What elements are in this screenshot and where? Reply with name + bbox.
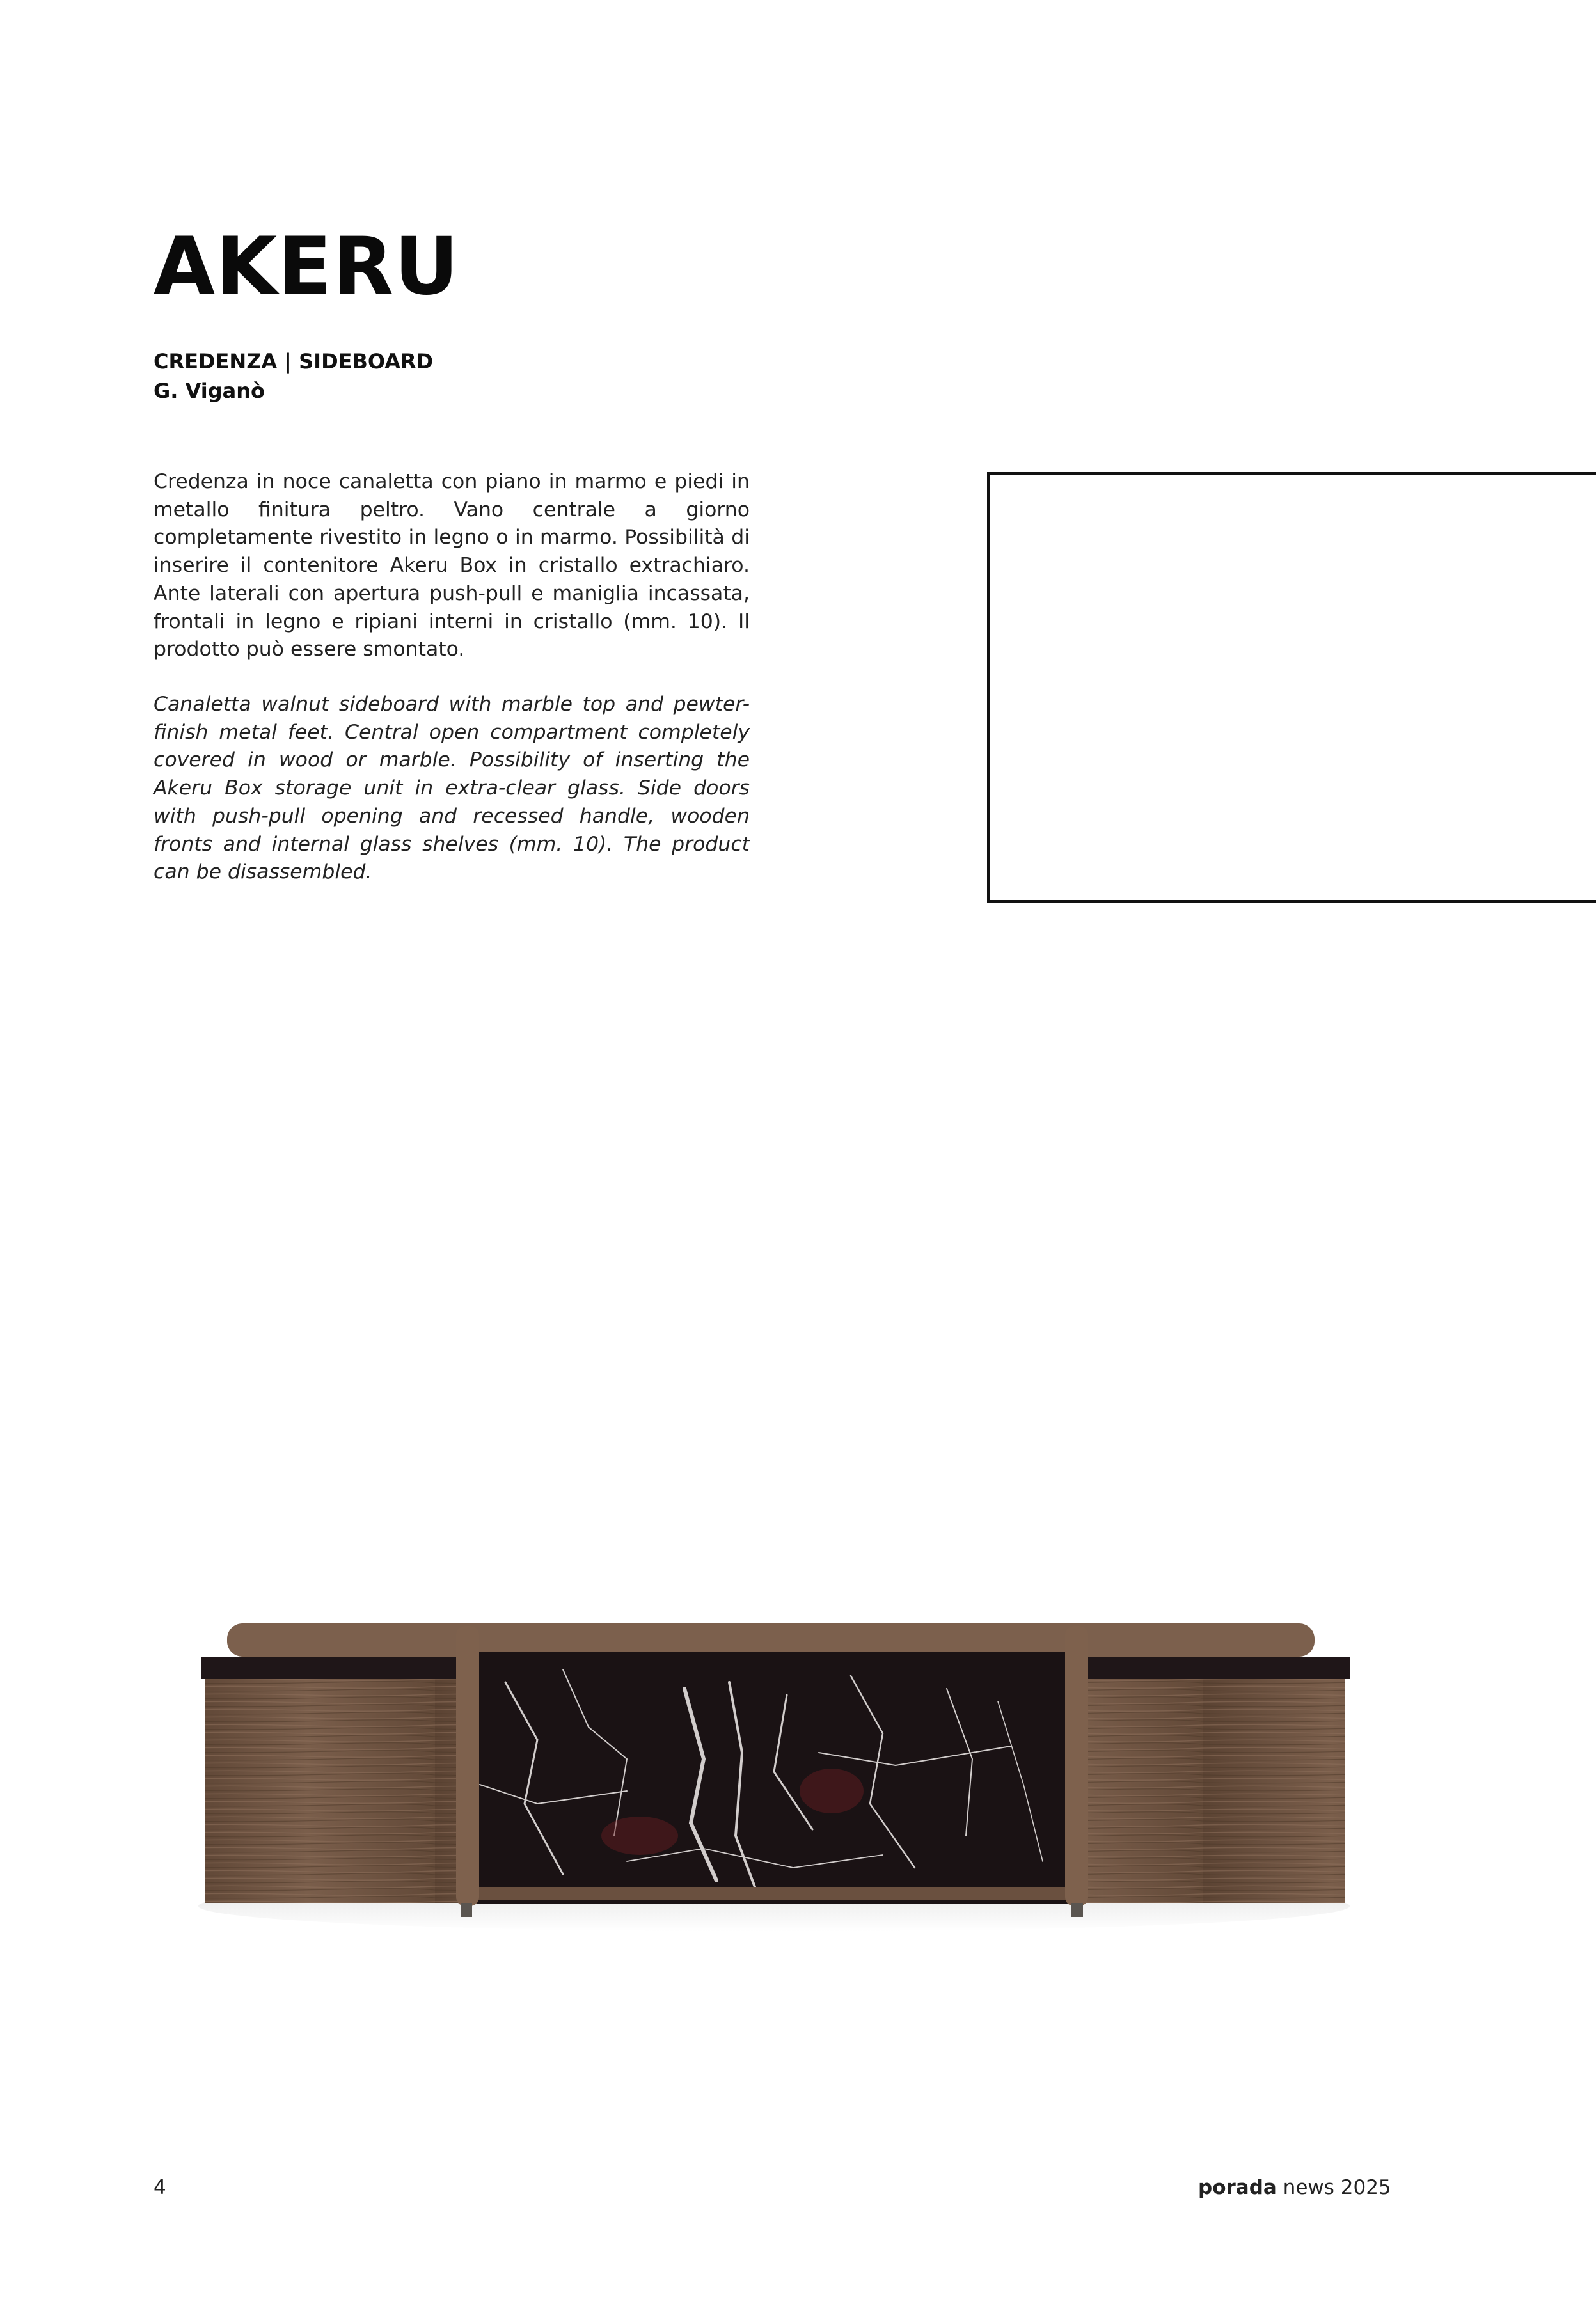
edition-label: news 2025 bbox=[1283, 2176, 1391, 2199]
footer-brand bbox=[1198, 2176, 1391, 2199]
product-designer: G. Viganò bbox=[154, 379, 265, 403]
description-english: Canaletta walnut sideboard with marble top and pewter-finish metal feet. Central open compartment completely covered in wood or marble. Possibility of inserting the Akeru Box storage unit in extra-clear glass. Side doors with push-pull opening and recessed handle, wooden fronts and internal glass shelves (mm. 10). The product can be disassembled. bbox=[154, 693, 750, 884]
description-italian: Credenza in noce canaletta con piano in marmo e piedi in metallo finitura peltro. Vano centrale a giorno completamente rivestito in legno o in marmo. Possibilità di inserire il contenitore Akeru Box in cristallo extrachiaro. Ante laterali con apertura push-pull e maniglia incassata, frontali in legno e ripiani interni in cristallo (mm. 10). Il prodotto può essere smontato. bbox=[154, 470, 750, 661]
sideboard-photo bbox=[179, 1593, 1369, 2072]
page-number: 4 bbox=[154, 2176, 166, 2199]
brand-name: porada bbox=[1198, 2176, 1277, 2199]
image-placeholder-frame bbox=[987, 472, 1596, 903]
product-title: AKERU bbox=[154, 221, 459, 313]
product-category: CREDENZA | SIDEBOARD bbox=[154, 349, 434, 374]
product-subtitle bbox=[154, 347, 433, 406]
